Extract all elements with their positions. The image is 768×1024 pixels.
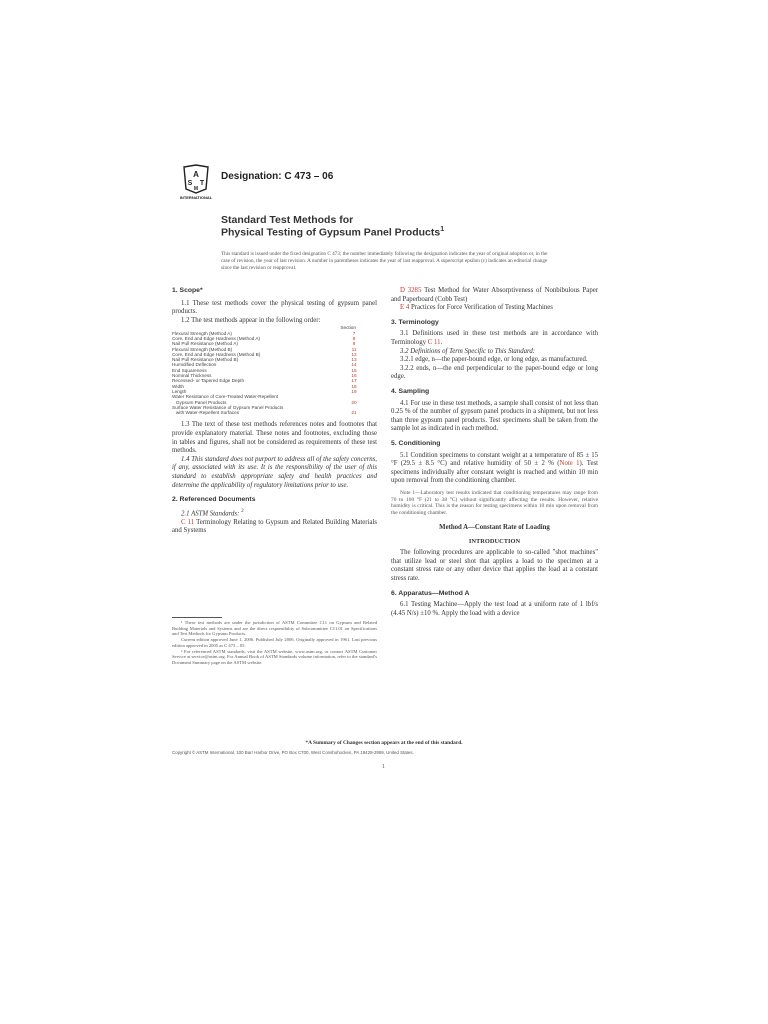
toc-section-number[interactable]: 12 bbox=[351, 351, 357, 357]
conditioning-heading: 5. Conditioning bbox=[391, 439, 441, 447]
footnote-2: ² For referenced ASTM standards, visit the ASTM website, www.astm.org, or contact ASTM Customer Service at service@astm.org. For Annual Book of ASTM Standards volume information, refer to the standard's Document Summary page on the ASTM website. bbox=[172, 648, 377, 665]
toc-section-number[interactable]: 8 bbox=[352, 335, 356, 341]
term-3-1-end: . bbox=[440, 338, 443, 346]
toc-label: with Water-Repellent Surfaces bbox=[172, 410, 240, 416]
toc-section-number[interactable]: 11 bbox=[351, 346, 357, 352]
svg-text:M: M bbox=[193, 186, 199, 192]
referenced-documents-heading: 2. Referenced Documents bbox=[172, 496, 256, 504]
toc-section-number[interactable]: 16 bbox=[351, 373, 357, 379]
toc-section-label: Section bbox=[340, 325, 356, 331]
toc-label: End Squareness bbox=[172, 367, 207, 373]
app-6-1: 6.1 Testing Machine—Apply the test load at a uniform rate of 1 lbf/s (4.45 N/s) ±10 %. Apply the load with a device bbox=[391, 601, 598, 617]
title-text: Physical Testing of Gypsum Panel Products bbox=[221, 226, 441, 239]
term-3-2-2: 3.2.2 ends, n—the end perpendicular to the paper-bound edge or long edge. bbox=[391, 364, 598, 381]
astm-logo bbox=[176, 163, 216, 201]
apparatus-heading: 6. Apparatus—Method A bbox=[391, 589, 470, 597]
left-column bbox=[172, 287, 377, 536]
title-line-1: Standard Test Methods for bbox=[221, 214, 354, 226]
term-3-2: 3.2 Definitions of Term Specific to This Standard: bbox=[400, 347, 536, 355]
cond-5-1 bbox=[391, 452, 598, 486]
toc-section-number[interactable]: 18 bbox=[351, 383, 357, 389]
toc-section-number[interactable]: 7 bbox=[352, 330, 356, 336]
scope-1-2: 1.2 The test methods appear in the following order: bbox=[181, 316, 321, 324]
toc-label: Nominal Thickness bbox=[172, 373, 212, 379]
term-3-1-text: 3.1 Definitions used in these test methods are in accordance with Terminology bbox=[391, 330, 598, 346]
samp-4-1: 4.1 For use in these test methods, a sample shall consist of not less than 0.25 % of the number of gypsum panel products in a shipment, but not less than three gypsum panel products. Test specimens shall be taken from the sample lot as indicated in each method. bbox=[391, 399, 598, 433]
title-line-2 bbox=[221, 226, 444, 239]
ref-c11-text: Terminology Relating to Gypsum and Related Building Materials and Systems bbox=[172, 518, 377, 535]
term-3-2-1: 3.2.1 edge, n—the paper-bound edge, or long edge, as manufactured. bbox=[400, 356, 588, 364]
toc-label: Water Resistance of Core-Treated Water-Repellent bbox=[172, 394, 279, 400]
scope-1-4: 1.4 This standard does not purport to address all of the safety concerns, if any, associated with its use. It is the responsibility of the user of this standard to establish appropriate safety and health practices and determine the applicability of regulatory limitations prior to use. bbox=[172, 455, 377, 489]
toc-section-number[interactable]: 20 bbox=[351, 399, 357, 405]
toc-label: Humidified Deflection bbox=[172, 362, 217, 368]
ref-e4-link[interactable]: E 4 bbox=[400, 304, 410, 312]
toc-label: Length bbox=[172, 388, 187, 394]
terminology-heading: 3. Terminology bbox=[391, 318, 439, 326]
note-1: Note 1—Laboratory test results indicated that conditioning temperatures may range from 70 to 100 °F (21 to 38 °C) without significantly affecting the results. However, relative humidity is critical. This is the reason for testing specimens within 10 min upon removal from the conditioning chamber. bbox=[391, 489, 598, 517]
toc-section-number[interactable]: 19 bbox=[351, 388, 357, 394]
toc-label: Flexural Strength (Method A) bbox=[172, 330, 232, 336]
toc-label: Width bbox=[172, 383, 184, 389]
scope-heading: 1. Scope* bbox=[172, 287, 203, 294]
toc-label: Nail Pull Resistance (Method B) bbox=[172, 357, 239, 363]
toc-section-number[interactable]: 21 bbox=[351, 410, 357, 416]
toc-row bbox=[172, 410, 360, 415]
copyright-line: Copyright © ASTM International, 100 Barr Harbor Drive, PO Box C700, West Conshohocken, PA 19428-2959, United States. bbox=[172, 750, 414, 755]
cond-5-1-text: 5.1 Condition specimens to constant weight at a temperature of 85 ± 15 °F (29.5 ± 8.5 °C) and relative humidity of 50 ± 2 % ( bbox=[391, 451, 598, 468]
scope-1-3: 1.3 The text of these test methods references notes and footnotes that provide explanatory material. These notes and footnotes, excluding those in tables and figures, shall not be considered as requirements of these test methods. bbox=[172, 421, 377, 455]
ref-d3285-link[interactable]: D 3285 bbox=[400, 287, 422, 294]
intro-paragraph: This standard is issued under the fixed designation C 473; the number immediately following the designation indicates the year of original adoption or, in the case of revision, the year of last revision. A number in parentheses indicates the year of last reapproval. A superscript epsilon (ε) indicates an editorial change since the last revision or reapproval. bbox=[221, 251, 548, 271]
svg-text:A: A bbox=[193, 170, 199, 179]
method-a-heading: Method A—Constant Rate of Loading bbox=[439, 524, 550, 532]
right-column bbox=[391, 287, 598, 618]
toc-label: Surface Water Resistance of Gypsum Panel Products bbox=[172, 404, 284, 410]
term-c11-link[interactable]: C 11 bbox=[427, 338, 441, 346]
cond-5-1-end: ). Test specimens individually after constant weight is reached and within 10 min upon removal from the conditioning chamber. bbox=[391, 460, 598, 485]
ref-2-1 bbox=[172, 508, 377, 519]
toc-label: Gypsum Panel Products bbox=[172, 399, 227, 405]
introduction-text: The following procedures are applicable to so-called "shot machines" that utilize lead or steel shot that applies a load to the specimen at a constant stress rate or any other device that applies the load at a constant stress rate. bbox=[391, 549, 598, 583]
toc-section-number[interactable]: 9 bbox=[352, 341, 356, 347]
ref-c11-link[interactable]: C 11 bbox=[181, 518, 195, 526]
ref-e4-text: Practices for Force Verification of Testing Machines bbox=[409, 304, 553, 312]
toc-label: Nail Pull Resistance (Method A) bbox=[172, 341, 238, 347]
ref-e4 bbox=[391, 304, 598, 313]
footnote-1b: Current edition approved June 1, 2006. Published July 2006. Originally approved in 1961. Last previous edition approved in 2005 as C 473 – 05. bbox=[172, 637, 377, 648]
designation: Designation: C 473 – 06 bbox=[221, 171, 334, 182]
ref-2-1-sup: 2 bbox=[241, 508, 244, 514]
logo-text: INTERNATIONAL bbox=[179, 195, 213, 200]
footnote-rule bbox=[172, 617, 222, 618]
toc-section-number[interactable]: 13 bbox=[351, 357, 357, 363]
title-footnote-ref: 1 bbox=[440, 226, 445, 233]
term-3-1 bbox=[391, 330, 598, 347]
toc-label: Recessed- or Tapered Edge Depth bbox=[172, 378, 245, 384]
toc-section-number[interactable]: 17 bbox=[351, 378, 357, 384]
introduction-heading: INTRODUCTION bbox=[468, 537, 521, 545]
ref-2-1-text: 2.1 ASTM Standards: bbox=[181, 510, 240, 518]
note-1-link[interactable]: Note 1 bbox=[559, 460, 580, 468]
page-number: 1 bbox=[382, 764, 385, 770]
footnotes bbox=[172, 620, 377, 666]
section-toc bbox=[172, 325, 360, 415]
footnote-1: ¹ These test methods are under the jurisdiction of ASTM Committee C11 on Gypsum and Related Building Materials and Systems and are the direct responsibility of Subcommittee C11.01 on Specifications and Test Methods for Gypsum Products. bbox=[172, 620, 377, 637]
toc-section-number[interactable]: 14 bbox=[351, 362, 357, 368]
scope-1-1: 1.1 These test methods cover the physical testing of gypsum panel products. bbox=[172, 299, 377, 316]
toc-label: Core, End and Edge Hardness (Method B) bbox=[172, 351, 261, 357]
summary-of-changes-note: *A Summary of Changes section appears at the end of this standard. bbox=[305, 740, 463, 746]
toc-label: Core, End and Edge Hardness (Method A) bbox=[172, 335, 261, 341]
ref-d3285 bbox=[391, 287, 598, 304]
sampling-heading: 4. Sampling bbox=[391, 387, 430, 395]
toc-section-number[interactable]: 15 bbox=[351, 367, 357, 373]
ref-c11 bbox=[172, 519, 377, 536]
toc-label: Flexural Strength (Method B) bbox=[172, 346, 233, 352]
ref-d3285-text: Test Method for Water Absorptiveness of Nonbibulous Paper and Paperboard (Cobb Test) bbox=[391, 287, 599, 303]
svg-text:T: T bbox=[199, 180, 205, 187]
svg-text:S: S bbox=[187, 180, 193, 187]
